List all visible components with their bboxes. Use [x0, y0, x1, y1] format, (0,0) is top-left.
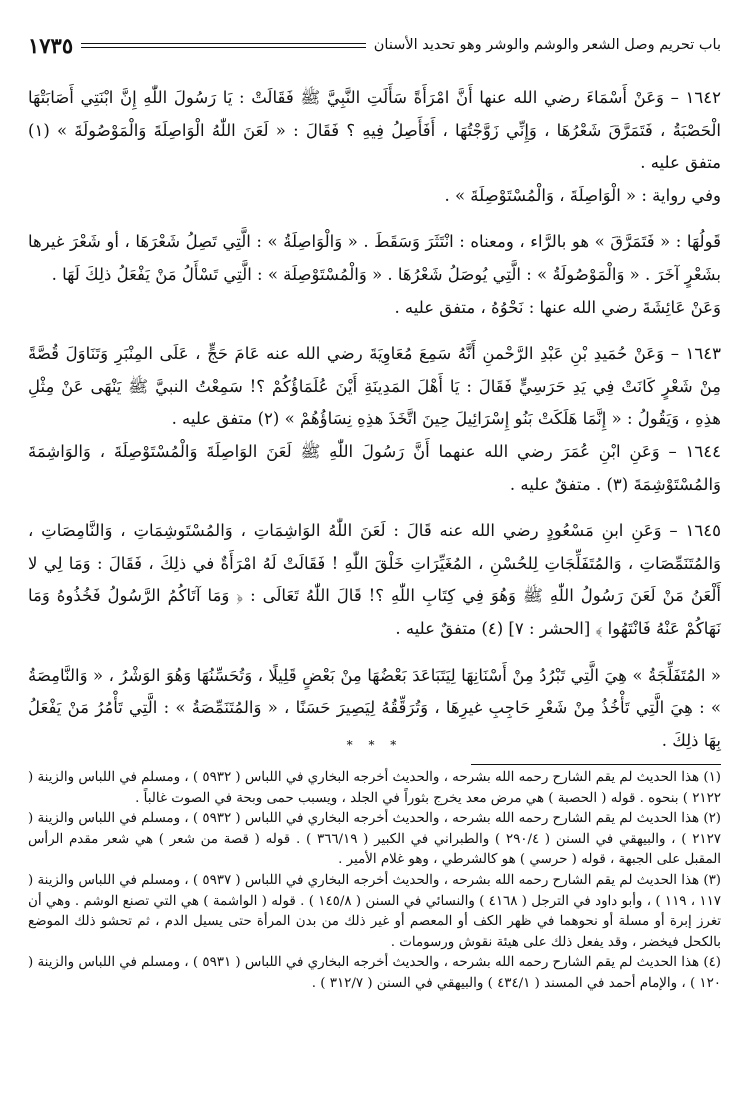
explanation-1645: « المُتَفَلِّجَةُ » هِيَ الَّتِي تَبْرُدُ مِنْ أَسْنَانِهَا لِيَتَبَاعَدَ بَعْضُهَا مِنْ بَعْضٍ قَلِيلًا ، وَتُحَسِّنُهَا وَهُوَ الوَشْرُ ، « وَالنَّامِصَةُ » : هِيَ الَّتِي تَأْخُذُ مِنْ شَعْرِ حَاجِبِ غيرِهَا ، وَتُرَقِّقُهُ لِيَصِيرَ حَسَنًا ، « وَالمُتَنَمِّصَةُ » : الَّتِي تَأْمُرُ مَنْ يَفْعَلُ بِهَا ذلِكَ .: [28, 665, 721, 750]
footnote-1: (١) هذا الحديث لم يقم الشارح رحمه الله بشرحه ، والحديث أخرجه البخاري في اللباس ( ٥٩٣٢ ) ، ومسلم في اللباس والزينة ( ٢١٢٢ ) بنحوه . قوله ( الحصبة ) هي مرض معد يخرج بثوراً في الجلد ، ويسبب حمى وبحة في الصوت غالباً .: [28, 770, 721, 806]
page-number: ١٧٣٥: [28, 32, 74, 58]
hadith-1643: ١٦٤٣ – وَعَنْ حُمَيدِ بْنِ عَبْدِ الرَّحْمنِ أَنَّهُ سَمِعَ مُعَاوِيَةَ رضي الله عنه عَامَ حَجٍّ ، عَلَى المِنْبَرِ وَتَنَاوَلَ قُصَّةً مِنْ شَعْرٍ كَانَتْ فِي يَدِ حَرَسِيٍّ فَقَالَ : يَا أَهْلَ المَدِينَةِ أَيْنَ عُلَمَاؤُكُمْ ؟! سَمِعْتُ النبيَّ ﷺ يَنْهَى عَنْ مِثْلِ هذِهِ ، وَيَقُولُ : « إِنَّمَا هَلَكَتْ بَنُو إِسْرَائِيلَ حِينَ اتَّخَذَ هذِهِ نِسَاؤُهُمْ » (٢) متفق عليه .: [28, 344, 722, 429]
footnote-3: (٣) هذا الحديث لم يقم الشارح رحمه الله بشرحه ، والحديث أخرجه البخاري في اللباس ( ٥٩٣٧ ) ، ومسلم في اللباس والزينة ( ١١٧ ، ١١٩ ) ، وأبو داود في الترجل ( ٤١٦٨ ) والنسائي في السنن ( ١٤٥/٨ ) . قوله ( الواشمة ) هي التي تصنع الوشم . وهي أن تغرز إبرة أو مسلة أو نحوهما في ظهر الكف أو المعصم أو غير ذلك من بدن المرأة حتى يسيل الدم ، ثم تحشو ذلك الموضع بالكحل فيخضر ، وقد يفعل ذلك على هيئة نقوش ورسومات .: [28, 872, 721, 950]
hadith-1644: ١٦٤٤ – وَعَنِ ابْنِ عُمَرَ رضي الله عنهما أَنَّ رَسُولَ اللّٰهِ ﷺ لَعَنَ الوَاصِلَةَ وَالْمُسْتَوْصِلَةَ ، وَالوَاشِمَةَ وَالمُسْتَوْشِمَةَ (٣) . متفقٌ عليه .: [28, 441, 721, 494]
running-header: [28, 30, 721, 60]
hadith-1642: ١٦٤٢ – وَعَنْ أَسْمَاءَ رضي الله عنها أَنَّ امْرَأَةً سَأَلَتِ النَّبِيَّ ﷺ فَقَالَتْ : يَا رَسُولَ اللّٰهِ إِنَّ ابْنَتِي أَصَابَتْهَا الْحَصْبَةُ ، فَتَمَرَّقَ شَعْرُهَا ، وَإِنِّي زَوَّجْتُهَا ، أَفَأَصِلُ فِيهِ ؟ فَقَالَ : « لَعَنَ اللّٰهُ الْوَاصِلَةَ وَالْمَوْصُولَةَ » (١) متفق عليه .: [28, 88, 721, 173]
footnotes: [28, 768, 721, 995]
section-separator: * * *: [346, 738, 403, 752]
chapter-title: باب تحريم وصل الشعر والوشم والوشر وهو تحديد الأسنان: [373, 37, 721, 53]
footnote-rule: [471, 764, 721, 765]
header-rule: [81, 43, 366, 48]
narration-variant: وفي رواية : « الْوَاصِلَةَ ، وَالْمُسْتَوْصِلَةَ » .: [444, 185, 721, 205]
main-text: [28, 82, 721, 757]
explanation-1642: قَولُهَا : « فَتَمَرَّقَ » هو بالرَّاء ، ومعناه : انْتَثَرَ وَسَقَطَ . « وَالْوَاصِلَةُ » : الَّتِي تَصِلُ شَعْرَهَا ، أو شَعْرَ غيرها بشَعْرٍ آخَرَ . « وَالْمَوْصُولَةُ » : الَّتِي يُوصَلُ شَعْرُهَا . « وَالْمُسْتَوْصِلَة » : الَّتِي تَسْأَلُ مَنْ يَفْعَلُ ذلِكَ لَهَا .: [28, 232, 721, 284]
footnote-4: (٤) هذا الحديث لم يقم الشارح رحمه الله بشرحه ، والحديث أخرجه البخاري في اللباس ( ٥٩٣١ ) ، ومسلم في اللباس والزينة ( ١٢٠ ) ، والإمام أحمد في المسند ( ٤٣٤/١ ) والبيهقي في السنن ( ٣١٢/٧ ) .: [28, 955, 721, 991]
footnote-2: (٢) هذا الحديث لم يقم الشارح رحمه الله بشرحه ، والحديث أخرجه البخاري في اللباس ( ٥٩٣٢ ) ، ومسلم في اللباس والزينة ( ٢١٢٧ ) ، والبيهقي في السنن ( ٢٩٠/٤ ) والطبراني في الكبير ( ٣٦٦/١٩ ) . قوله ( قصة من شعر ) هي شعر مقدم الرأس المقبل على الجبهة ، قوله ( حرسي ) هو كالشرطي ، وهو غلام الأمير .: [28, 811, 721, 868]
aisha-narration: وَعَنْ عَائِشَةَ رضي الله عنها : نَحْوُهُ ، متفق عليه .: [394, 297, 721, 317]
hadith-1645: ١٦٤٥ – وَعَنِ ابنِ مَسْعُودٍ رضي الله عنه قَالَ : لَعَنَ اللّٰهُ الوَاشِمَاتِ ، وَالمُسْتَوشِمَاتِ ، وَالنَّامِصَاتِ ، وَالمُتَنَمِّصَاتِ ، وَالمُتَفَلِّجَاتِ لِلحُسْنِ ، المُغَيِّرَاتِ خَلْقَ اللّٰهِ ! فَقَالَتْ لَهُ امْرَأَةٌ في ذلِكَ ، فَقَالَ : وَمَا لِي لا أَلْعَنُ مَنْ لَعَنَ رَسُولُ اللّٰهِ ﷺ وَهُوَ فِي كِتَابِ اللّٰهِ ؟! قَالَ اللّٰهُ تَعَالَى : ﴿ وَمَا آتَاكُمُ الرَّسُولُ فَخُذُوهُ وَمَا نَهَاكُمْ عَنْهُ فَانْتَهُوا ﴾ [الحشر : ٧] (٤) متفقٌ عليه .: [28, 521, 721, 638]
